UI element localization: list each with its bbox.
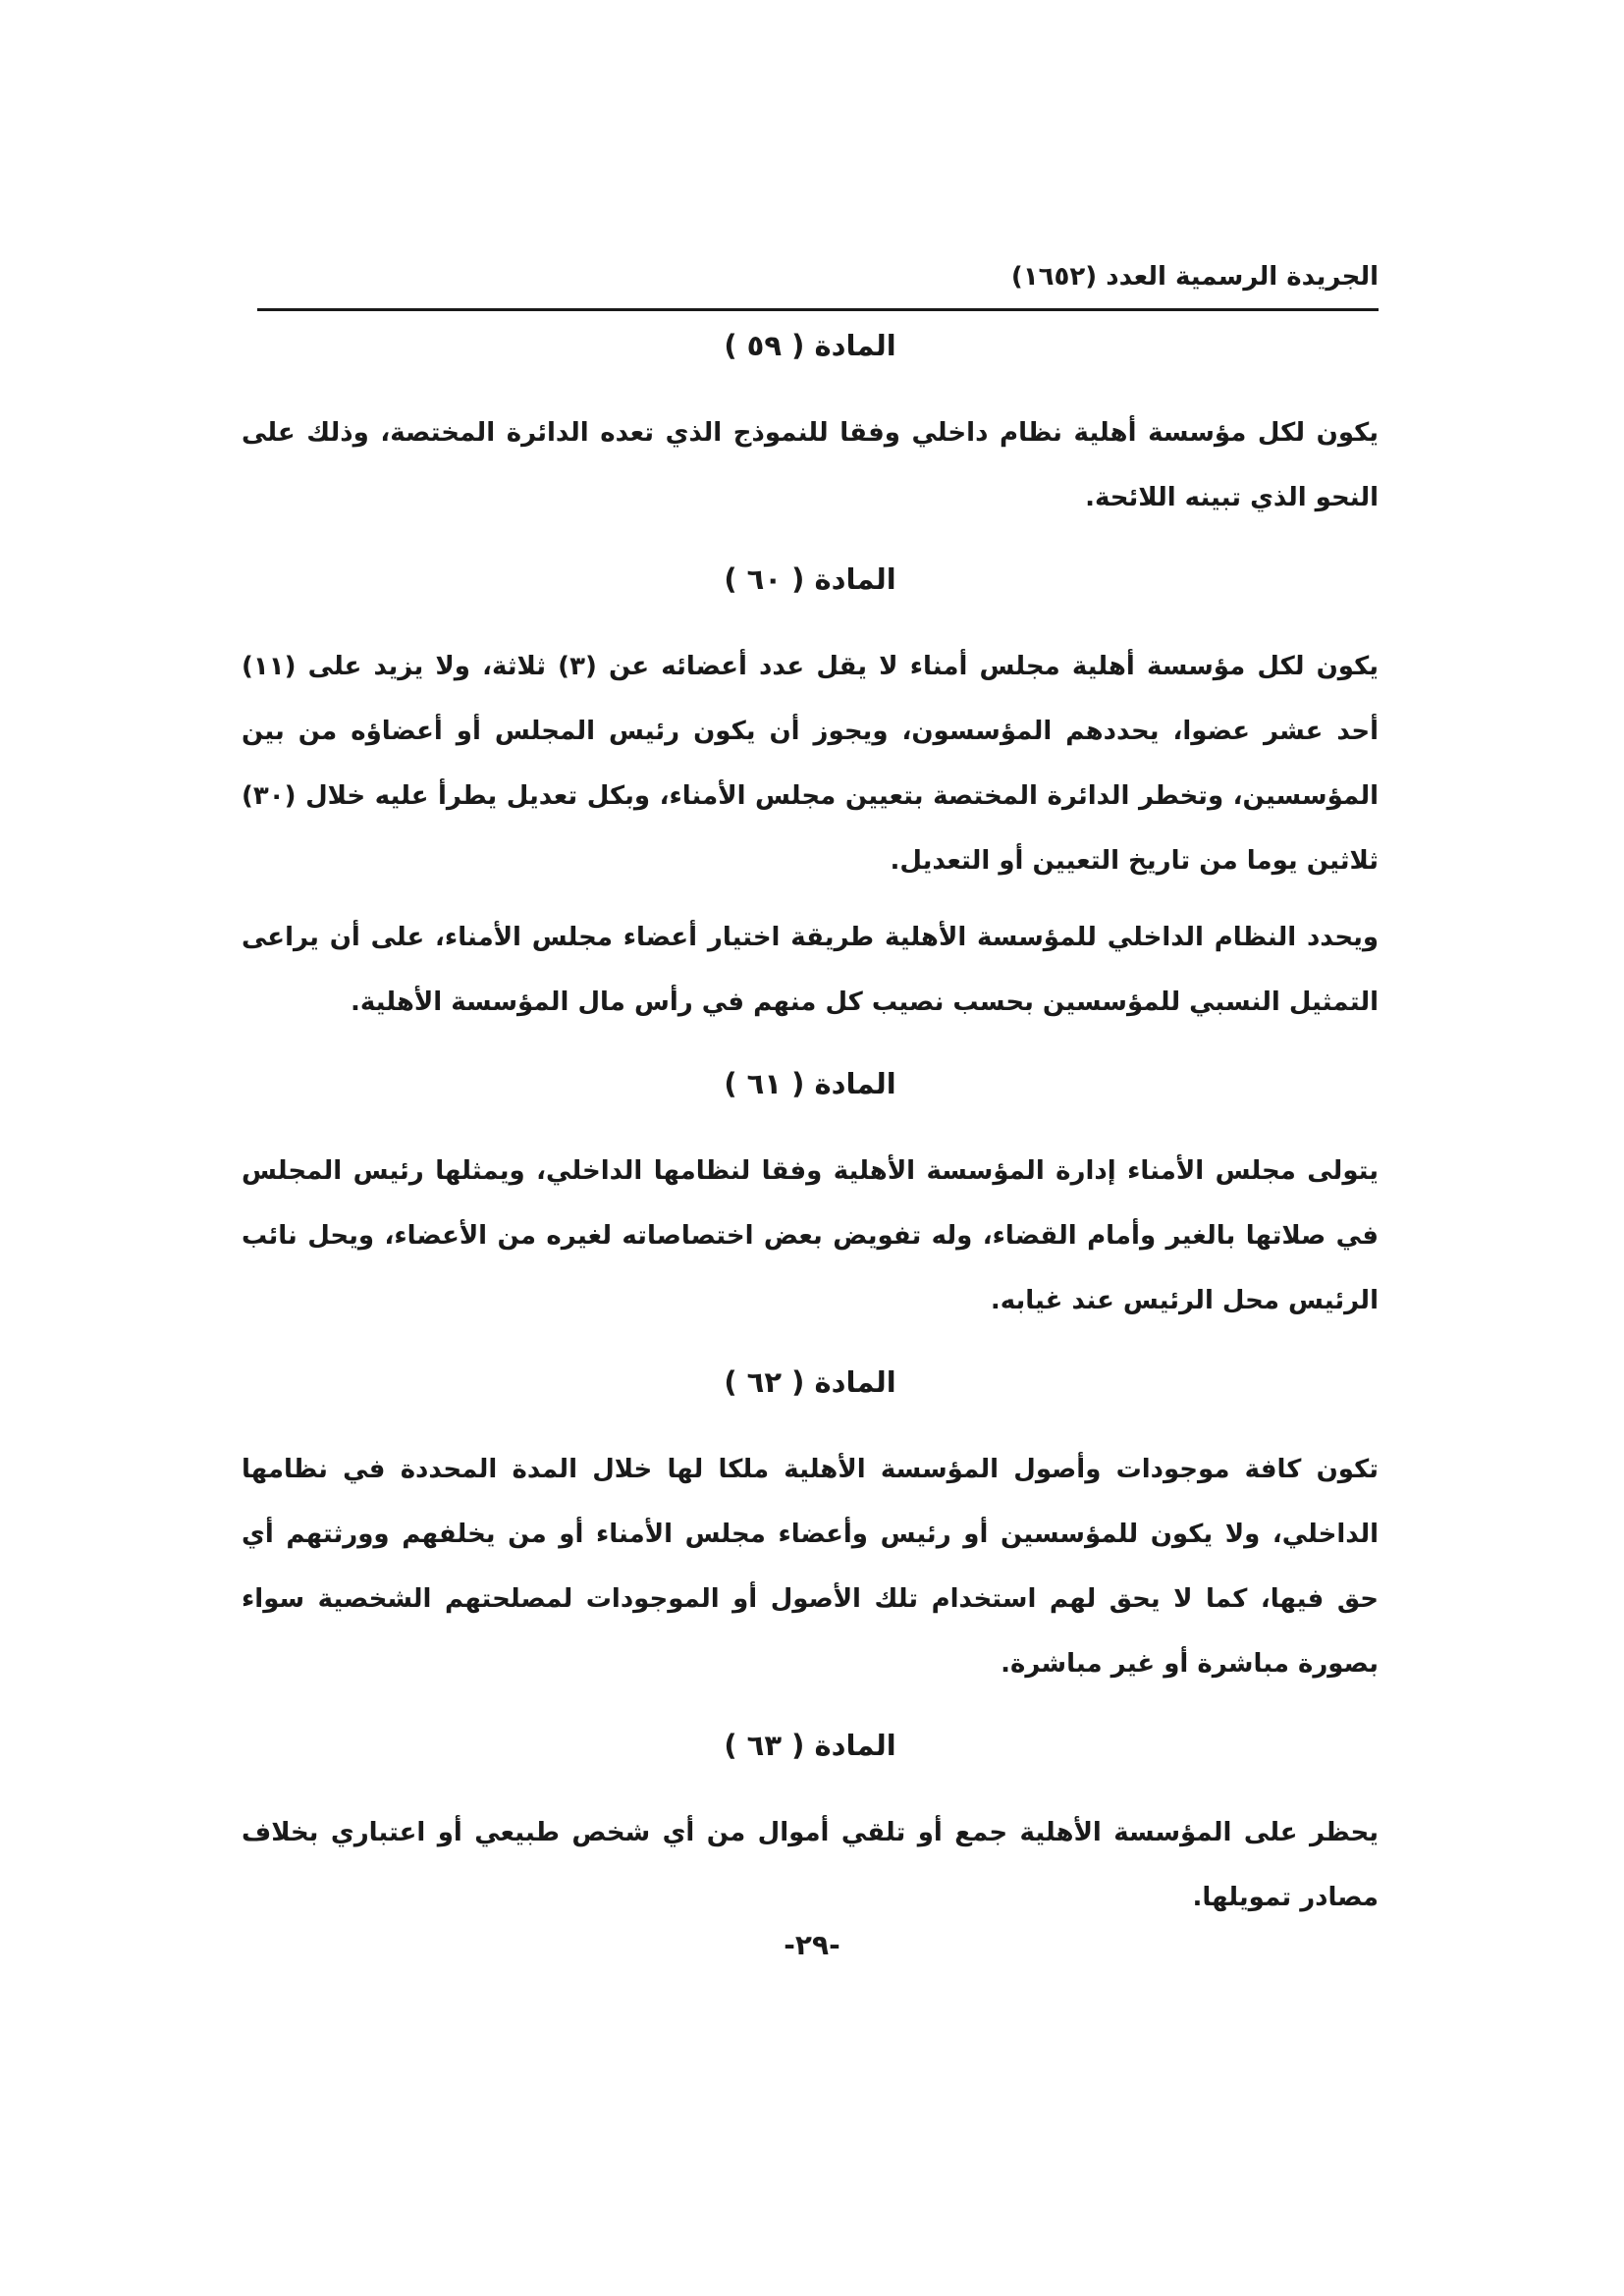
article-heading: المادة ( ٥٩ )	[724, 329, 896, 362]
article-61	[242, 1062, 1379, 1333]
page-header	[257, 257, 1379, 311]
article-paragraph: يحظر على المؤسسة الأهلية جمع أو تلقي أموال من أي شخص طبيعي أو اعتباري بخلاف مصادر تمويلها.	[242, 1818, 1379, 1912]
article-62	[242, 1361, 1379, 1696]
article-paragraph: تكون كافة موجودات وأصول المؤسسة الأهلية ملكا لها خلال المدة المحددة في نظامها الداخلي، ولا يكون للمؤسسين أو رئيس وأعضاء مجلس الأمناء أو من يخلفهم وورثتهم أي حق فيها، كما لا يحق لهم استخدام تلك الأصول أو الموجودات لمصلحتهم الشخصية سواء بصورة مباشرة أو غير مباشرة.	[242, 1455, 1379, 1679]
article-paragraph: يكون لكل مؤسسة أهلية نظام داخلي وفقا للنموذج الذي تعده الدائرة المختصة، وذلك على النحو الذي تبينه اللائحة.	[242, 418, 1379, 512]
article-heading: المادة ( ٦٢ )	[724, 1365, 896, 1399]
document-body	[242, 324, 1379, 1942]
article-paragraph: يكون لكل مؤسسة أهلية مجلس أمناء لا يقل عدد أعضائه عن (٣) ثلاثة، ولا يزيد على (١١) أحد عشر عضوا، يحددهم المؤسسون، ويجوز أن يكون رئيس المجلس أو أعضاؤه من بين المؤسسين، وتخطر الدائرة المختصة بتعيين مجلس الأمناء، وبكل تعديل يطرأ عليه خلال (٣٠) ثلاثين يوما من تاريخ التعيين أو التعديل.	[242, 652, 1379, 876]
article-heading: المادة ( ٦٣ )	[724, 1729, 896, 1762]
article-paragraph: ويحدد النظام الداخلي للمؤسسة الأهلية طريقة اختيار أعضاء مجلس الأمناء، على أن يراعى التمثيل النسبي للمؤسسين بحسب نصيب كل منهم في رأس مال المؤسسة الأهلية.	[242, 923, 1379, 1017]
article-heading: المادة ( ٦٠ )	[724, 562, 896, 596]
article-63	[242, 1724, 1379, 1930]
article-59	[242, 324, 1379, 530]
article-paragraph: يتولى مجلس الأمناء إدارة المؤسسة الأهلية وفقا لنظامها الداخلي، ويمثلها رئيس المجلس في صلاتها بالغير وأمام القضاء، وله تفويض بعض اختصاصاته لغيره من الأعضاء، ويحل نائب الرئيس محل الرئيس عند غيابه.	[242, 1156, 1379, 1315]
article-heading: المادة ( ٦١ )	[724, 1067, 896, 1100]
page-number: -٢٩-	[784, 1929, 840, 1961]
gazette-title: الجريدة الرسمية العدد (١٦٥٢)	[1010, 262, 1379, 292]
article-60	[242, 558, 1379, 1035]
